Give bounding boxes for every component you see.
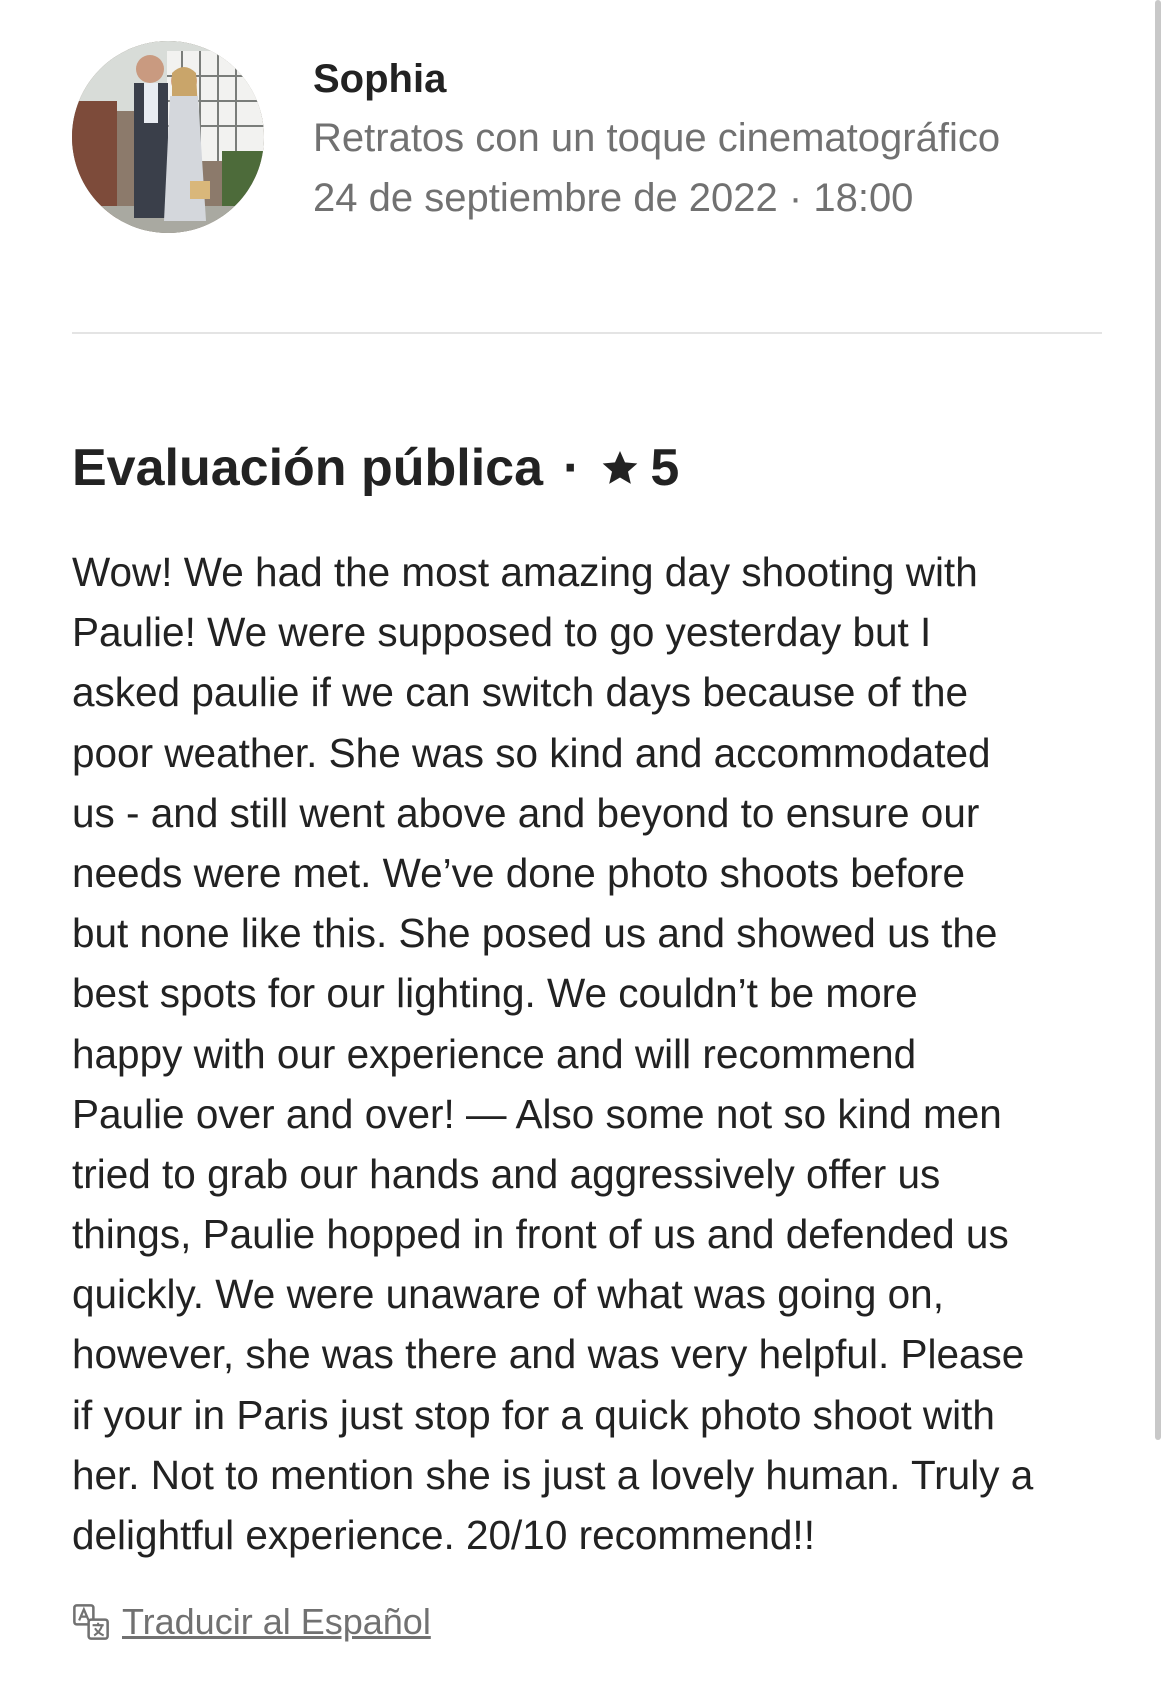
review-line: best spots for our lighting. We couldn’t be more	[72, 970, 918, 1017]
reviewer-header	[313, 50, 1113, 228]
review-line: delightful experience. 20/10 recommend!!	[72, 1512, 815, 1558]
review-line: poor weather. She was so kind and accommodated	[72, 729, 991, 776]
review-line: Paulie over and over! — Also some not so kind men	[72, 1090, 1002, 1137]
review-text	[72, 542, 1132, 1565]
star-icon	[600, 448, 640, 488]
avatar[interactable]	[72, 41, 264, 233]
rating-heading	[72, 433, 679, 503]
review-line: her. Not to mention she is just a lovely human. Truly a	[72, 1451, 1034, 1498]
translate-link[interactable]	[72, 1597, 431, 1647]
divider	[72, 332, 1102, 334]
review-line: quickly. We were unaware of what was going on,	[72, 1271, 944, 1318]
rating-score: 5	[650, 439, 680, 497]
reviewer-name[interactable]: Sophia	[313, 57, 447, 101]
experience-title: Retratos con un toque cinematográfico	[313, 116, 1001, 160]
review-line: but none like this. She posed us and showed us the	[72, 910, 998, 957]
review-line: happy with our experience and will recommend	[72, 1030, 917, 1077]
review-line: tried to grab our hands and aggressively offer us	[72, 1150, 941, 1197]
review-line: if your in Paris just stop for a quick photo shoot with	[72, 1391, 995, 1438]
rating-heading-label: Evaluación pública	[72, 439, 544, 497]
review-line: Wow! We had the most amazing day shooting with	[72, 549, 978, 595]
scrollbar[interactable]	[1155, 0, 1161, 1440]
translate-label[interactable]: Traducir al Español	[122, 1601, 431, 1642]
avatar-photo	[72, 41, 264, 233]
review-line: Paulie! We were supposed to go yesterday but I	[72, 609, 932, 656]
translate-icon	[72, 1603, 110, 1641]
review-line: things, Paulie hopped in front of us and defended us	[72, 1211, 1009, 1258]
review-line: however, she was there and was very helpful. Please	[72, 1331, 1025, 1378]
review-line: needs were met. We’ve done photo shoots before	[72, 849, 966, 896]
review-date: 24 de septiembre de 2022 · 18:00	[313, 176, 914, 220]
rating-separator: ·	[563, 439, 581, 497]
review-line: us - and still went above and beyond to ensure our	[72, 789, 980, 836]
review-line: asked paulie if we can switch days because of the	[72, 669, 969, 716]
